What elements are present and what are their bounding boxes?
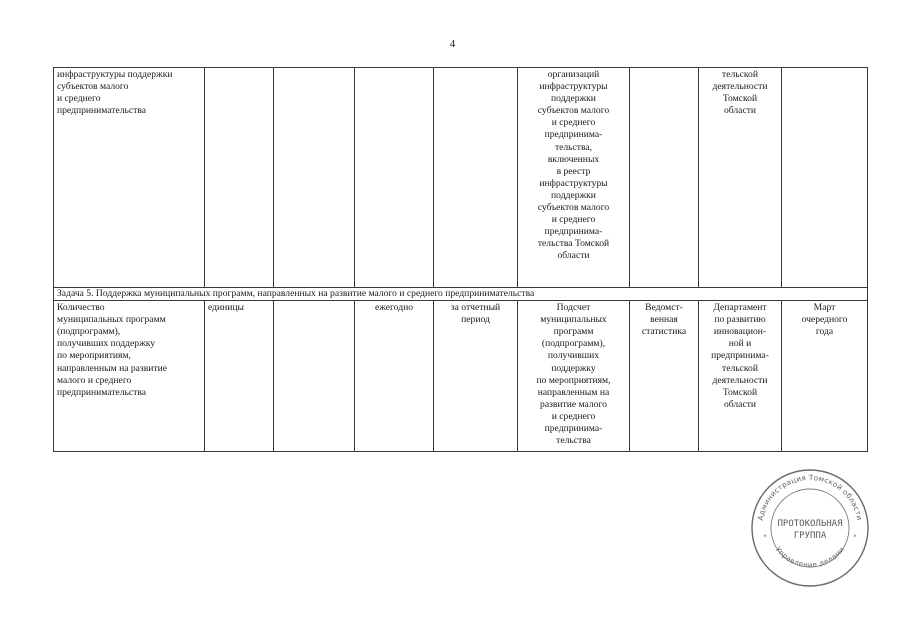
stamp-bottom-text: Управление делами: [773, 545, 847, 570]
deadline-cell: [782, 68, 868, 288]
empty-cell: [274, 301, 355, 452]
indicator-cell: Количество муниципальных программ (подпрограмм), получивших поддержку по мероприятиям, направленным на развитие малого и среднего предпринимательства: [54, 301, 205, 452]
source-cell: Ведомст- венная статистика: [630, 301, 699, 452]
stamp-center-line2: ГРУППА: [793, 531, 827, 541]
frequency-cell: [355, 68, 434, 288]
deadline-cell: Март очередного года: [782, 301, 868, 452]
task-row: [54, 288, 868, 301]
table-row: [54, 301, 868, 452]
indicator-cell: инфраструктуры поддержки субъектов малого и среднего предпринимательства: [54, 68, 205, 288]
indicators-table: [53, 67, 868, 452]
responsible-cell: Департамент по развитию инновацион- ной и предпринима- тельской деятельности Томской области: [699, 301, 782, 452]
stamp-outer-text: Администрация Томской области: [755, 472, 865, 522]
method-cell: Подсчет муниципальных программ (подпрограмм), получивших поддержку по мероприятиям, направленным на развитие малого и среднего предпринима- тельства: [518, 301, 630, 452]
stamp-center-line1: ПРОТОКОЛЬНАЯ: [777, 519, 843, 529]
source-cell: [630, 68, 699, 288]
page-number: 4: [449, 38, 456, 50]
svg-text:Управление делами: [774, 545, 846, 569]
table-row: [54, 68, 868, 288]
svg-text:*: *: [763, 533, 767, 541]
period-cell: за отчетный период: [434, 301, 518, 452]
method-cell: организаций инфраструктуры поддержки субъектов малого и среднего предпринима- тельства, включенных в реестр инфраструктуры поддержки субъектов малого и среднего предпринима- тельства Томской области: [518, 68, 630, 288]
frequency-cell: ежегодно: [355, 301, 434, 452]
period-cell: [434, 68, 518, 288]
protocol-group-stamp: [748, 466, 872, 590]
empty-cell: [274, 68, 355, 288]
unit-cell: единицы: [205, 301, 274, 452]
svg-text:Администрация Томской области: [756, 473, 865, 521]
unit-cell: [205, 68, 274, 288]
svg-text:*: *: [853, 533, 857, 541]
task-5-heading: Задача 5. Поддержка муниципальных программ, направленных на развитие малого и среднего предпринимательства: [54, 288, 868, 301]
responsible-cell: тельской деятельности Томской области: [699, 68, 782, 288]
